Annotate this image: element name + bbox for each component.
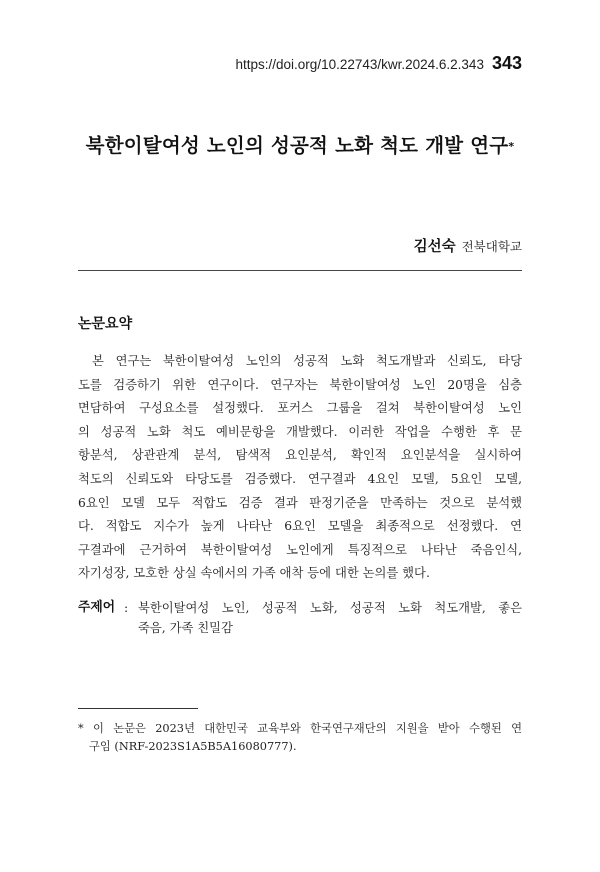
keywords-line: 죽음, 가족 친밀감: [138, 621, 233, 635]
title-footnote-marker: *: [508, 140, 515, 153]
keywords-line: 북한이탈여성 노인, 성공적 노화, 성공적 노화 척도개발, 좋은: [138, 601, 522, 615]
header-divider: [78, 270, 522, 271]
doi-link[interactable]: https://doi.org/10.22743/kwr.2024.6.2.343: [235, 57, 484, 72]
footnote-divider: [78, 708, 198, 709]
keywords-list: [138, 598, 522, 638]
footnote-line: 구임 (NRF-2023S1A5B5A16080777).: [89, 740, 297, 753]
abstract-line: 다. 적합도 지수가 높게 나타난 6요인 모델을 최종적으로 선정했다. 연: [78, 519, 522, 534]
footnote-marker: *: [78, 722, 84, 735]
keywords-colon: :: [124, 601, 129, 615]
abstract-line: 의 성공적 노화 척도 예비문항을 개발했다. 이러한 작업을 수행한 후 문: [78, 424, 522, 439]
footnote-line: [78, 720, 522, 738]
abstract-line: 항분석, 상관관계 분석, 탐색적 요인분석, 확인적 요인분석을 실시하여: [78, 448, 522, 463]
abstract-line: 자기성장, 모호한 상실 속에서의 가족 애착 등에 대한 논의를 했다.: [78, 566, 430, 581]
author-affiliation: 전북대학교: [461, 239, 522, 254]
keywords-label: 주제어: [78, 600, 116, 615]
abstract-line: 도를 검증하기 위한 연구이다. 연구자는 북한이탈여성 노인 20명을 심층: [78, 377, 522, 392]
keywords-block: [78, 598, 522, 638]
abstract-line: 면담하여 구성요소를 설정했다. 포커스 그룹을 걸쳐 북한이탈여성 노인: [78, 401, 522, 416]
abstract-line: 구결과에 근거하여 북한이탈여성 노인에게 특징적으로 나타난 죽음인식,: [78, 542, 522, 557]
abstract-line: 6요인 모델 모두 적합도 검증 결과 판정기준을 만족하는 것으로 분석했: [78, 495, 522, 510]
paper-title: [0, 130, 600, 158]
footnote-text: 이 논문은 2023년 대한민국 교육부와 한국연구재단의 지원을 받아 수행된 연: [92, 722, 522, 735]
paper-title-text: 북한이탈여성 노인의 성공적 노화 척도 개발 연구: [85, 134, 509, 157]
abstract-line: 척도의 신뢰도와 타당도를 검증했다. 연구결과 4요인 모델, 5요인 모델,: [78, 471, 522, 486]
page-number: 343: [491, 53, 522, 73]
author-block: [414, 235, 522, 256]
abstract-heading: 논문요약: [78, 316, 133, 332]
footnote: [78, 720, 522, 756]
running-header: [236, 53, 522, 74]
abstract-line: 본 연구는 북한이탈여성 노인의 성공적 노화 척도개발과 신뢰도, 타당: [92, 354, 522, 368]
author-name: 김선숙: [413, 239, 456, 255]
abstract-body: [78, 350, 522, 586]
